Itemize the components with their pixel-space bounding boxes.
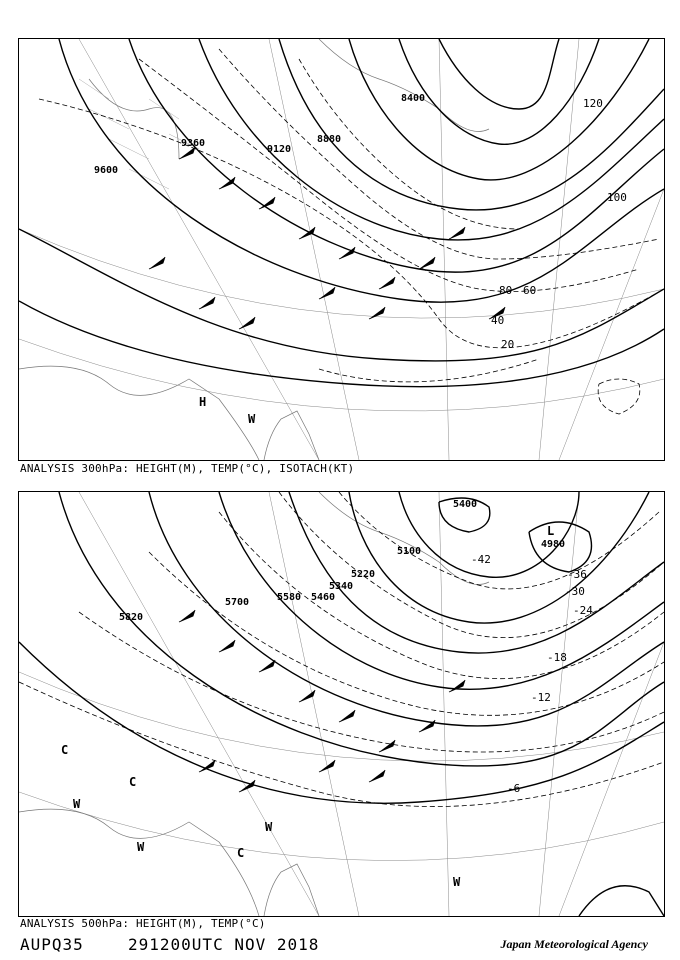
isotach-label-60: 60 — [523, 284, 537, 297]
isotach-label-40: 40 — [491, 314, 505, 327]
isotach-label-100: 100 — [607, 191, 627, 204]
temp-label-minus-30: -30 — [565, 585, 585, 598]
caption-300hpa: ANALYSIS 300hPa: HEIGHT(M), TEMP(°C), ISOTACH(KT) — [20, 462, 355, 475]
cold-center-3: C — [237, 846, 245, 860]
high-pressure-center: H — [199, 395, 207, 409]
warm-center-2: W — [137, 840, 145, 854]
height-label-4980: 4980 — [541, 539, 566, 550]
isotach-label-120: 120 — [583, 97, 603, 110]
map-300hpa — [18, 38, 665, 461]
valid-time: 291200UTC NOV 2018 — [128, 935, 320, 954]
height-label-8400: 8400 — [401, 93, 426, 104]
map-500hpa-canvas — [19, 492, 664, 916]
caption-500hpa: ANALYSIS 500hPa: HEIGHT(M), TEMP(°C) — [20, 917, 266, 930]
cold-center-2: C — [129, 775, 137, 789]
height-label-5700: 5700 — [225, 597, 250, 608]
warm-center-1: W — [73, 797, 81, 811]
cold-center-1: C — [61, 743, 69, 757]
warm-center: W — [248, 412, 256, 426]
height-label-5400: 5400 — [453, 499, 478, 510]
height-contours — [19, 492, 664, 916]
height-label-5100: 5100 — [397, 546, 422, 557]
temp-label-minus-12: -12 — [531, 691, 551, 704]
temp-label-minus-24: -24 — [573, 604, 593, 617]
low-pressure-center: L — [547, 524, 555, 538]
height-label-5820: 5820 — [119, 612, 144, 623]
temp-label-minus-36: -36 — [567, 568, 587, 581]
height-label-9120: 9120 — [267, 144, 292, 155]
warm-center-3: W — [265, 820, 273, 834]
warm-center-4: W — [453, 875, 461, 889]
height-label-9600: 9600 — [94, 165, 119, 176]
temp-label-minus-6: -6 — [507, 782, 521, 795]
temp-label-minus-18: -18 — [547, 651, 567, 664]
isotach-contours — [39, 49, 664, 414]
isotach-label-20: 20 — [501, 338, 515, 351]
chart-code: AUPQ35 — [20, 935, 84, 954]
height-label-5340: 5340 — [329, 581, 354, 592]
map-300hpa-canvas — [19, 39, 664, 460]
height-label-9360: 9360 — [181, 138, 206, 149]
graticule — [19, 492, 664, 916]
height-label-5460: 5460 — [311, 592, 336, 603]
isotach-label-80: 80 — [499, 284, 513, 297]
temp-label-minus-42: -42 — [471, 553, 491, 566]
height-label-5580: 5580 — [277, 592, 302, 603]
height-label-5220: 5220 — [351, 569, 376, 580]
temperature-contours — [19, 492, 664, 807]
map-500hpa — [18, 491, 665, 917]
height-label-8880: 8880 — [317, 134, 342, 145]
agency-name: Japan Meteorological Agency — [500, 937, 648, 951]
